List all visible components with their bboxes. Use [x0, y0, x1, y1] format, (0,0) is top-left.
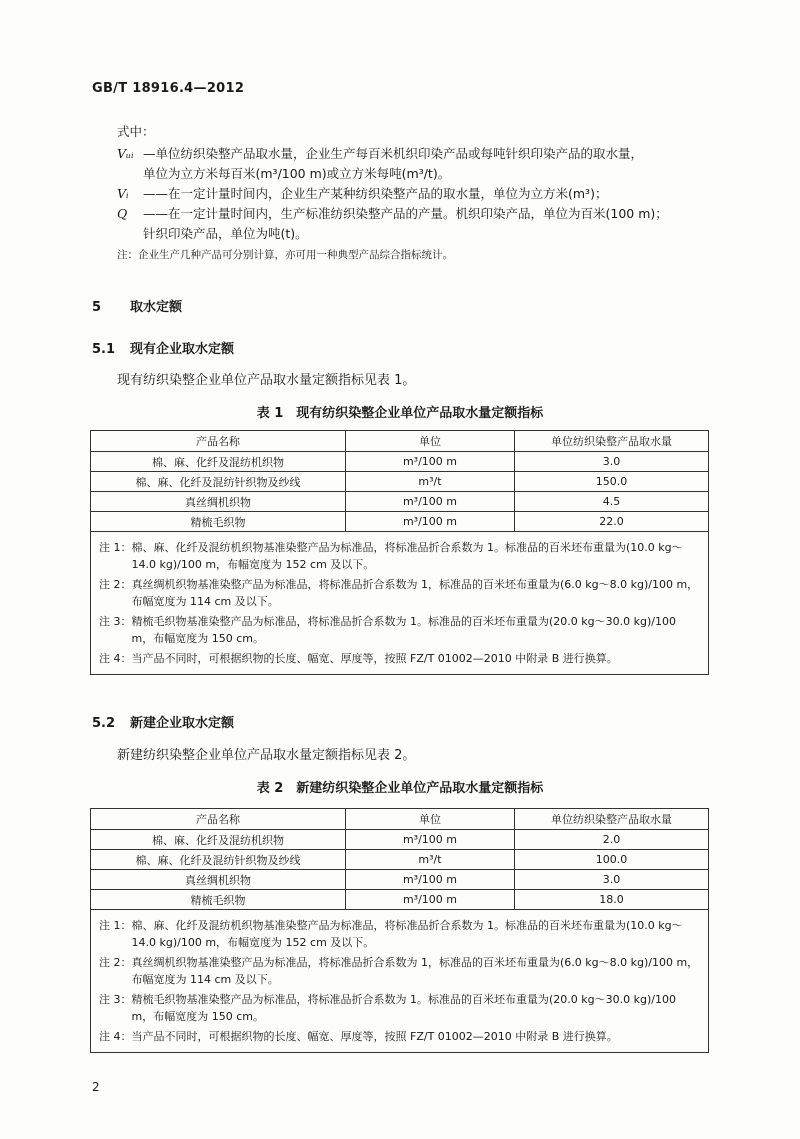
value-cell: 22.0 [515, 512, 709, 532]
table-notes-cell [91, 532, 709, 675]
table-2 [90, 808, 709, 1053]
header-cell: 单位 [346, 809, 515, 830]
unit-cell: m³/100 m [346, 870, 515, 890]
product-name-cell: 棉、麻、化纤及混纺针织物及纱线 [91, 850, 346, 870]
table-note: 注 4： 当产品不同时，可根据织物的长度、幅宽、厚度等，按照 FZ/T 01002—2010 中附录 B 进行换算。 [99, 652, 618, 665]
value-cell: 4.5 [515, 492, 709, 512]
product-name-cell: 棉、麻、化纤及混纺机织物 [91, 452, 346, 472]
header-cell: 单位 [346, 431, 515, 452]
header-cell: 产品名称 [91, 431, 346, 452]
product-name-cell: 真丝绸机织物 [91, 870, 346, 890]
table-note: 注 4： 当产品不同时，可根据织物的长度、幅宽、厚度等，按照 FZ/T 01002—2010 中附录 B 进行换算。 [99, 1030, 618, 1043]
unit-cell: m³/100 m [346, 890, 515, 910]
table-row [91, 890, 709, 910]
section-5-1-paragraph: 现有纺织染整企业单位产品取水量定额指标见表 1。 [117, 373, 416, 388]
value-cell: 100.0 [515, 850, 709, 870]
header-cell: 单位纺织染整产品取水量 [515, 431, 709, 452]
product-name-cell: 精梳毛织物 [91, 512, 346, 532]
unit-cell: m³/100 m [346, 830, 515, 850]
unit-cell: m³/t [346, 472, 515, 492]
table-note: 注 3： 精梳毛织物基准染整产品为标准品，将标准品折合系数为 1。标准品的百米坯布重量为(20.0 kg～30.0 kg)/100 m，布幅宽度为 150 cm。 [99, 615, 676, 645]
table-note: 注 2： 真丝绸机织物基准染整产品为标准品，将标准品折合系数为 1，标准品的百米坯布重量为(6.0 kg～8.0 kg)/100 m，布幅宽度为 114 cm 及以下。 [99, 956, 699, 986]
definition-item: Q ——在一定计量时间内，生产标准纺织染整产品的产量。机织印染产品，单位为百米(100 m)； [117, 204, 757, 224]
table-row [91, 830, 709, 850]
page-number: 2 [92, 1080, 100, 1094]
formula-intro: 式中： [117, 124, 155, 139]
table-header-row [91, 431, 709, 452]
unit-cell: m³/t [346, 850, 515, 870]
formula-note: 注：企业生产几种产品可分别计算，亦可用一种典型产品综合指标统计。 [117, 249, 453, 261]
product-name-cell: 精梳毛织物 [91, 890, 346, 910]
table-notes-row [91, 910, 709, 1053]
unit-cell: m³/100 m [346, 452, 515, 472]
product-name-cell: 棉、麻、化纤及混纺机织物 [91, 830, 346, 850]
table-row [91, 452, 709, 472]
definition-continuation: 针织印染产品，单位为吨(t)。 [143, 226, 308, 241]
table-row [91, 492, 709, 512]
value-cell: 18.0 [515, 890, 709, 910]
definition-symbol: Q [117, 206, 128, 221]
definition-text: 单位纺织染整产品取水量，企业生产每百米机织印染产品或每吨针织印染产品的取水量， [155, 146, 644, 161]
table-row [91, 870, 709, 890]
standard-code: GB/T 18916.4—2012 [92, 81, 245, 96]
table-row [91, 512, 709, 532]
definition-item: Vᵢ ——在一定计量时间内，企业生产某种纺织染整产品的取水量，单位为立方米(m³)； [117, 184, 757, 204]
table-1 [90, 430, 709, 675]
value-cell: 3.0 [515, 452, 709, 472]
unit-cell: m³/100 m [346, 512, 515, 532]
header-cell: 单位纺织染整产品取水量 [515, 809, 709, 830]
definition-text: 在一定计量时间内，生产标准纺织染整产品的产量。机织印染产品，单位为百米(100 m)； [168, 206, 668, 221]
definition-item: Vᵤᵢ —单位纺织染整产品取水量，企业生产每百米机织印染产品或每吨针织印染产品的取水量， [117, 144, 757, 164]
definition-symbol: Vᵤᵢ [117, 146, 134, 161]
section-heading-5: 5 取水定额 [92, 300, 183, 315]
table-note: 注 1： 棉、麻、化纤及混纺机织物基准染整产品为标准品，将标准品折合系数为 1。标准品的百米坯布重量为(10.0 kg～14.0 kg)/100 m，布幅宽度为 152 cm 及以下。 [99, 541, 683, 571]
definition-symbol: Vᵢ [117, 186, 129, 201]
section-heading-5-2: 5.2 新建企业取水定额 [92, 716, 235, 731]
section-heading-5-1: 5.1 现有企业取水定额 [92, 342, 235, 357]
table-header-row [91, 809, 709, 830]
table-notes-row [91, 532, 709, 675]
product-name-cell: 真丝绸机织物 [91, 492, 346, 512]
table-row [91, 850, 709, 870]
value-cell: 3.0 [515, 870, 709, 890]
table-1-caption: 表 1 现有纺织染整企业单位产品取水量定额指标 [256, 406, 544, 421]
section-5-2-paragraph: 新建纺织染整企业单位产品取水量定额指标见表 2。 [117, 748, 416, 763]
table-row [91, 472, 709, 492]
table-note: 注 1： 棉、麻、化纤及混纺机织物基准染整产品为标准品，将标准品折合系数为 1。标准品的百米坯布重量为(10.0 kg～14.0 kg)/100 m，布幅宽度为 152 cm 及以下。 [99, 919, 683, 949]
table-2-caption: 表 2 新建纺织染整企业单位产品取水量定额指标 [256, 781, 544, 796]
table-notes-cell [91, 910, 709, 1053]
definition-continuation: 单位为立方米每百米(m³/100 m)或立方米每吨(m³/t)。 [143, 166, 451, 181]
value-cell: 150.0 [515, 472, 709, 492]
table-note: 注 2： 真丝绸机织物基准染整产品为标准品，将标准品折合系数为 1，标准品的百米坯布重量为(6.0 kg～8.0 kg)/100 m，布幅宽度为 114 cm 及以下。 [99, 578, 699, 608]
definition-text: 在一定计量时间内，企业生产某种纺织染整产品的取水量，单位为立方米(m³)； [168, 186, 608, 201]
table-note: 注 3： 精梳毛织物基准染整产品为标准品，将标准品折合系数为 1。标准品的百米坯布重量为(20.0 kg～30.0 kg)/100 m，布幅宽度为 150 cm。 [99, 993, 676, 1023]
header-cell: 产品名称 [91, 809, 346, 830]
formula-definitions [117, 122, 757, 244]
unit-cell: m³/100 m [346, 492, 515, 512]
value-cell: 2.0 [515, 830, 709, 850]
product-name-cell: 棉、麻、化纤及混纺针织物及纱线 [91, 472, 346, 492]
